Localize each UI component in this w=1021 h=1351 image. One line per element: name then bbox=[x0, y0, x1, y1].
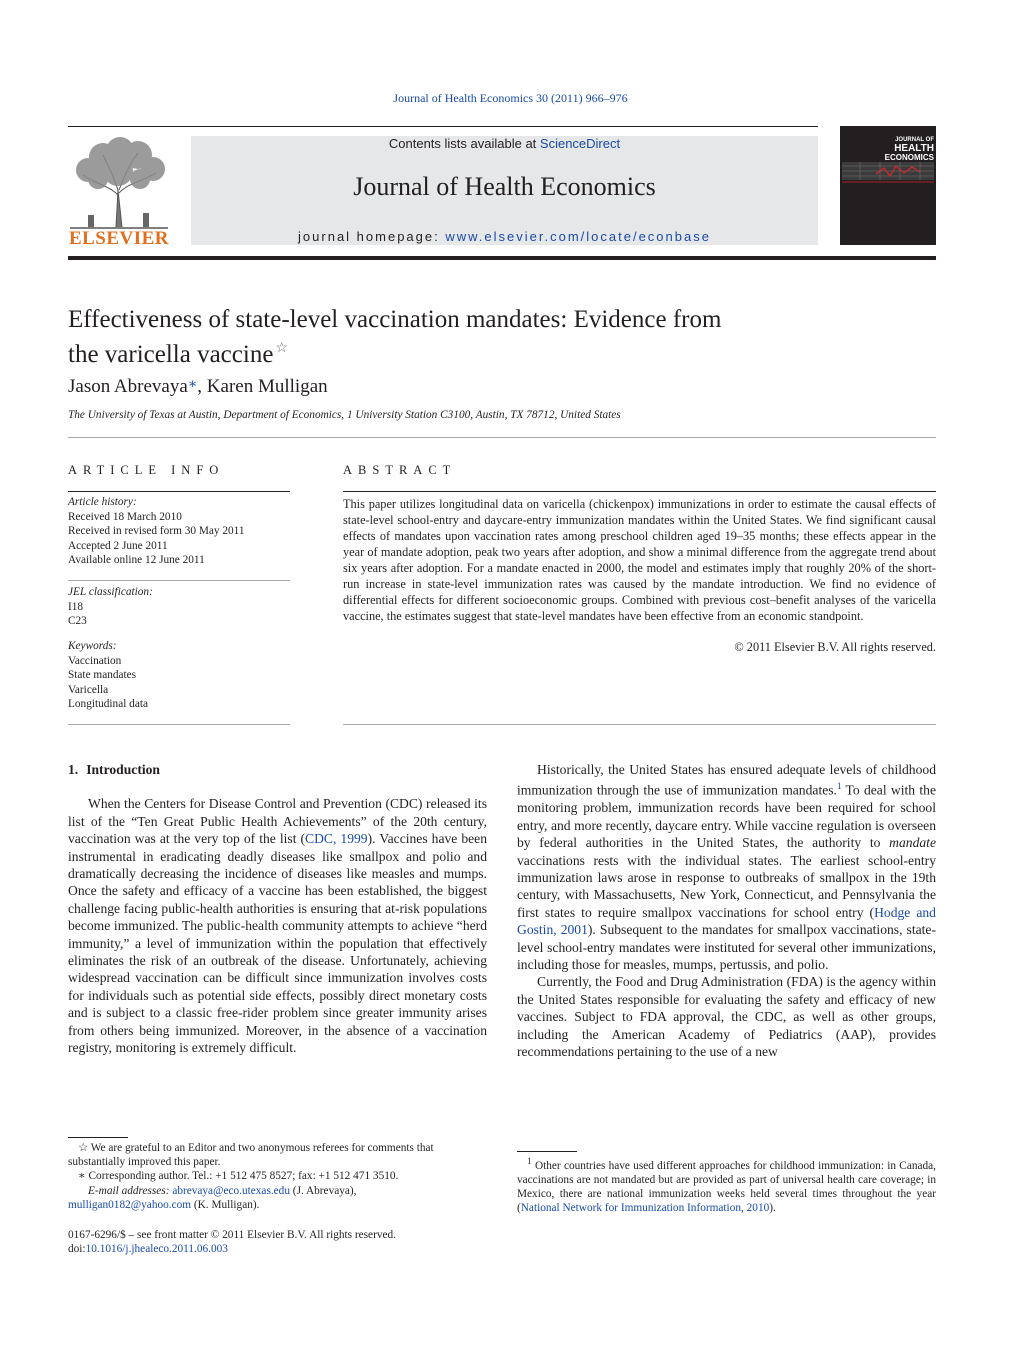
header-rule bbox=[68, 126, 818, 127]
contents-prefix: Contents lists available at bbox=[388, 136, 540, 151]
footnote-text: Corresponding author. Tel.: +1 512 475 8527; fax: +1 512 471 3510. bbox=[88, 1170, 399, 1183]
cover-title-line2: HEALTH bbox=[894, 143, 934, 154]
journal-citation[interactable]: Journal of Health Economics 30 (2011) 966–976 bbox=[393, 91, 628, 105]
affiliation: The University of Texas at Austin, Department of Economics, 1 University Station C3100, Austin, TX 78712, United States bbox=[68, 409, 621, 421]
footnote-rule-left bbox=[68, 1137, 128, 1138]
cover-title-line1: JOURNAL OF bbox=[895, 137, 934, 143]
header-thick-rule bbox=[68, 256, 936, 260]
paragraph bbox=[517, 761, 936, 973]
abstract-bottom-rule bbox=[343, 724, 936, 725]
article-title bbox=[68, 305, 828, 369]
jel-classification bbox=[68, 585, 290, 629]
paragraph-text: vaccinations rests with the individual states. The earliest school-entry immunization laws arose in response to outbreaks of smallpox in the 19th century, with Massachusetts, New York, Connecticut, and Pennsylvania the first states to require smallpox vaccinations for school entry ( bbox=[517, 852, 936, 920]
affiliation-rule bbox=[68, 437, 936, 438]
email-owner: (J. Abrevaya), bbox=[289, 1184, 357, 1197]
footnote-star-mark: ☆ bbox=[78, 1142, 89, 1154]
doi-link[interactable]: 10.1016/j.jhealeco.2011.06.003 bbox=[85, 1243, 228, 1256]
doi-line bbox=[68, 1242, 487, 1256]
footnote-corresponding bbox=[68, 1169, 487, 1183]
jel-heading: JEL classification: bbox=[68, 586, 153, 598]
section-title: Introduction bbox=[86, 762, 160, 777]
cover-title-line3: ECONOMICS bbox=[884, 153, 934, 162]
keyword-item: Varicella bbox=[68, 683, 109, 696]
article-info-rule bbox=[68, 491, 290, 492]
article-info-heading: ARTICLE INFO bbox=[68, 463, 225, 477]
footnote-corr-mark: ∗ bbox=[78, 1170, 86, 1183]
keyword-item: Vaccination bbox=[68, 654, 122, 667]
paragraph-text: When the Centers for Disease Control and Prevention (CDC) released its list of the “Ten Great Public Health Achievements” of the 20th century, vaccination was at the very top of the list ( bbox=[68, 796, 487, 847]
footnote-rule-right bbox=[517, 1151, 577, 1152]
homepage-line bbox=[191, 229, 818, 244]
email-link-mulligan[interactable]: mulligan0182@yahoo.com bbox=[68, 1198, 192, 1211]
footnote-emails-cont bbox=[68, 1198, 487, 1212]
author-abrevaya[interactable]: Jason Abrevaya bbox=[68, 376, 188, 397]
keyword-item: State mandates bbox=[68, 669, 137, 681]
sciencedirect-link[interactable]: ScienceDirect bbox=[539, 136, 621, 151]
abstract-copyright: © 2011 Elsevier B.V. All rights reserved. bbox=[734, 640, 936, 654]
section-heading bbox=[68, 761, 487, 778]
history-accepted: Accepted 2 June 2011 bbox=[68, 539, 168, 552]
abstract-text: This paper utilizes longitudinal data on varicella (chickenpox) immunizations in order to estimate the causal effects of state-level school-entry and daycare-entry immunization mandates within the United States. We find significant causal effects of mandates upon vaccination rates among preschool children aged 19–35 months; these effects appear in the year of mandate adoption, peak two years after adoption, and show a minimal difference from the aggregate trend about six years after adoption. For a mandate enacted in 2000, the model and estimates imply that roughly 20% of the short-run increase in state-level immunization rates was caused by the mandate introduction. We find no evidence of differential effects for different socioeconomic groups. Combined with previous cost–benefit analyses of the varicella vaccine, the estimates suggest that state-level mandates have been effective from an economic standpoint. bbox=[343, 497, 936, 623]
footnote-1-mark: 1 bbox=[527, 1157, 532, 1167]
footnote-emails bbox=[68, 1184, 487, 1198]
article-info-bottom-rule bbox=[68, 724, 290, 725]
author-separator: , bbox=[197, 376, 207, 397]
history-received: Received 18 March 2010 bbox=[68, 510, 182, 523]
paragraph bbox=[68, 795, 487, 1056]
footnote-text: ). bbox=[769, 1202, 776, 1215]
title-line-2 bbox=[68, 334, 828, 369]
footnotes-left bbox=[68, 1141, 487, 1212]
homepage-link[interactable]: www.elsevier.com/locate/econbase bbox=[445, 229, 711, 244]
contents-line bbox=[191, 136, 818, 151]
abstract-rule bbox=[343, 491, 936, 492]
title-line-2-text: the varicella vaccine bbox=[68, 341, 274, 368]
jel-code: I18 bbox=[68, 600, 84, 613]
footnote-ref-1[interactable]: 1 bbox=[836, 781, 842, 792]
paragraph-text: To deal with the monitoring problem, immunization records have been required for school entry, and more recently, daycare entry. While vaccine regulation is overseen by federal authorities in the United States, the authority to bbox=[517, 782, 937, 851]
history-revised: Received in revised form 30 May 2011 bbox=[68, 525, 245, 537]
history-heading: Article history: bbox=[68, 496, 137, 508]
homepage-prefix: journal homepage: bbox=[298, 229, 446, 244]
title-line-1: Effectiveness of state-level vaccination mandates: Evidence from bbox=[68, 306, 722, 333]
emphasis: mandate bbox=[889, 835, 936, 851]
history-rule bbox=[68, 580, 290, 581]
body-column-left bbox=[68, 761, 487, 1057]
publisher-wordmark: ELSEVIER bbox=[68, 228, 170, 249]
paragraph-text: ). Subsequent to the mandates for smallpox vaccinations, state-level school-entry mandates were instituted for several other immunizations, including those for measles, mumps, pertussis, and polio. bbox=[517, 922, 936, 972]
history-online: Available online 12 June 2011 bbox=[68, 554, 205, 566]
body-column-right bbox=[517, 761, 936, 1060]
footnote-text: We are grateful to an Editor and two anonymous referees for comments that substantially improved this paper. bbox=[68, 1142, 434, 1169]
journal-name: Journal of Health Economics bbox=[353, 172, 656, 201]
footnote-acknowledgement bbox=[68, 1141, 487, 1169]
footnote-text: Other countries have used different approaches for childhood immunization: in Canada, vaccinations are not mandated but are provided as part of universal health care coverage; in Mexico, there are national immunization weeks held several times throughout the year ( bbox=[517, 1159, 936, 1215]
email-link-abrevaya[interactable]: abrevaya@eco.utexas.edu bbox=[172, 1184, 290, 1197]
issn-doi-block bbox=[68, 1228, 487, 1256]
abstract-heading: ABSTRACT bbox=[343, 463, 457, 477]
citation-link[interactable]: National Network for Immunization Information, 2010 bbox=[520, 1202, 770, 1215]
footnote-1 bbox=[517, 1155, 936, 1216]
article-history bbox=[68, 495, 290, 568]
jel-code: C23 bbox=[68, 615, 87, 627]
keywords bbox=[68, 639, 290, 712]
paragraph-text: Historically, the United States has ensured adequate levels of childhood immunization through the use of immunization mandates. bbox=[517, 762, 936, 798]
author-list bbox=[68, 376, 328, 398]
paragraph-text: ). Vaccines have been instrumental in eradicating deadly diseases like smallpox and polio and dramatically decreasing the incidence of diseases like measles and mumps. Once the safety and efficacy of a vaccine has been established, the biggest challenge facing public-health authorities is ensuring that at-risk populations become immunized. The public-health community attempts to achieve “herd immunity,” a level of immunization within the population that effectively eliminates the risk of an outbreak of the disease. Unfortunately, achieving widespread vaccination can be difficult since immunization involves costs for individuals such as potential side effects, possibly direct monetary costs and is subject to a classic free-rider problem since greater immunity arises from others being immunized. Moreover, in the absence of a vaccination registry, monitoring is extremely difficult. bbox=[68, 831, 487, 1056]
corresponding-author-mark[interactable]: ∗ bbox=[187, 377, 198, 392]
section-number: 1. bbox=[68, 762, 79, 777]
email-label: E-mail addresses: bbox=[88, 1184, 170, 1197]
author-mulligan[interactable]: Karen Mulligan bbox=[206, 376, 328, 397]
keywords-heading: Keywords: bbox=[68, 640, 117, 652]
title-footnote-star[interactable]: ☆ bbox=[275, 341, 288, 356]
issn-line: 0167-6296/$ – see front matter © 2011 Elsevier B.V. All rights reserved. bbox=[68, 1229, 396, 1241]
keyword-item: Longitudinal data bbox=[68, 698, 148, 710]
citation-link[interactable]: Hodge and Gostin, 2001 bbox=[517, 904, 936, 938]
cover-title bbox=[846, 136, 934, 162]
doi-label: doi: bbox=[68, 1243, 86, 1256]
citation-link[interactable]: CDC, 1999 bbox=[305, 831, 368, 847]
paragraph: Currently, the Food and Drug Administration (FDA) is the agency within the United States responsible for evaluating the safety and efficacy of new vaccines. Subject to FDA approval, the CDC, as well as other groups, including the American Academy of Pediatrics (AAP), provides recommendations pertaining to the use of a new bbox=[517, 974, 936, 1060]
email-owner: (K. Mulligan). bbox=[191, 1198, 260, 1211]
tree-icon bbox=[68, 135, 170, 230]
